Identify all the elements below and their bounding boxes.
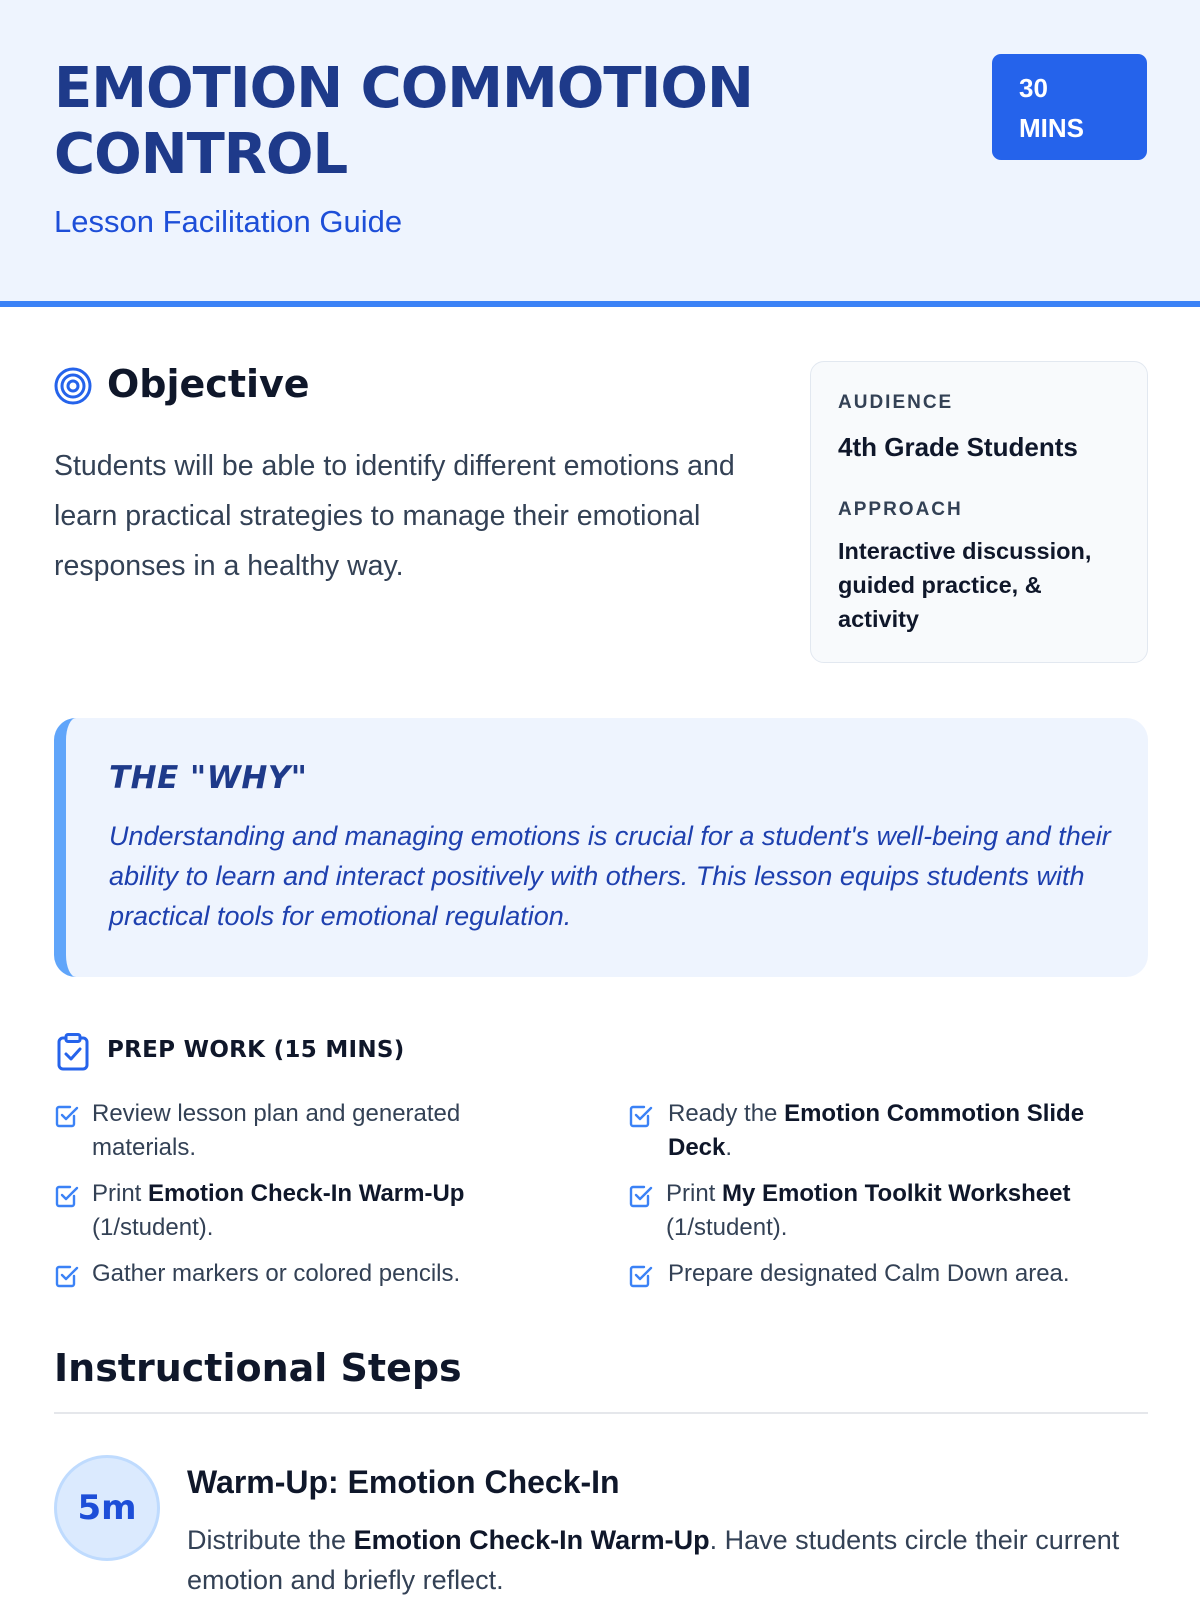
why-title: THE "WHY" [109, 760, 308, 796]
prep-item-text-end: . [725, 1134, 733, 1161]
checkbox-checked-icon [628, 1183, 654, 1209]
checkbox-checked-icon [54, 1183, 80, 1209]
step-desc-bold: Emotion Check-In Warm-Up [353, 1525, 710, 1555]
approach-value: Interactive discussion, guided practice, & activity [838, 538, 1092, 632]
step-description [187, 1520, 1137, 1600]
step-title: Warm-Up: Emotion Check-In [187, 1464, 620, 1500]
objective-text: Students will be able to identify different emotions and learn practical strategies to manage their emotional responses in a healthy way. [54, 450, 735, 582]
objective-heading: Objective [107, 362, 310, 406]
step-desc-post: . Have students circle their current emotion and briefly reflect. [187, 1525, 1120, 1595]
lesson-info-card [810, 361, 1148, 663]
steps-heading: Instructional Steps [54, 1346, 462, 1390]
prep-item-text-end: (1/student). [92, 1214, 214, 1241]
prep-item [92, 1097, 542, 1165]
target-icon [54, 367, 92, 405]
prep-item-text: Prepare designated Calm Down area. [668, 1260, 1070, 1287]
prep-item-text: Review lesson plan and generated materials. [92, 1100, 461, 1161]
approach-label: APPROACH [838, 499, 963, 520]
prep-item [92, 1177, 542, 1245]
why-text: Understanding and managing emotions is crucial for a student's well-being and their ability to learn and interact positively with others. This lesson equips students with practical tools for emotional regulation. [109, 821, 1111, 931]
prep-heading: PREP WORK (15 MINS) [107, 1037, 405, 1063]
why-callout [54, 718, 1148, 977]
prep-item [666, 1177, 1136, 1245]
prep-item-text: Gather markers or colored pencils. [92, 1260, 461, 1287]
checkbox-checked-icon [628, 1103, 654, 1129]
step-time: 5m [77, 1488, 137, 1528]
prep-item-text: Ready the [668, 1100, 785, 1127]
prep-item-emphasis: Emotion Commotion Slide Deck [668, 1100, 1085, 1161]
prep-item [92, 1257, 562, 1291]
prep-item-text: Print [666, 1180, 723, 1207]
header-banner [0, 0, 1200, 307]
audience-label: AUDIENCE [838, 392, 954, 413]
checkbox-checked-icon [54, 1103, 80, 1129]
step-desc-pre: Distribute the [187, 1525, 354, 1555]
prep-item-emphasis: My Emotion Toolkit Worksheet [722, 1180, 1071, 1207]
prep-item [668, 1097, 1128, 1165]
duration-badge-text: 30 MINS [1019, 73, 1084, 143]
prep-item-emphasis: Emotion Check-In Warm-Up [148, 1180, 465, 1207]
page-subtitle: Lesson Facilitation Guide [54, 204, 403, 239]
checkbox-checked-icon [628, 1263, 654, 1289]
duration-badge [992, 54, 1147, 160]
section-divider [54, 1412, 1148, 1414]
checkbox-checked-icon [54, 1263, 80, 1289]
clipboard-check-icon [56, 1033, 90, 1071]
prep-item [668, 1257, 1138, 1291]
page-title: EMOTION COMMOTION CONTROL [54, 56, 753, 187]
audience-value: 4th Grade Students [838, 432, 1078, 462]
step-time-badge [54, 1455, 160, 1561]
prep-item-text-end: (1/student). [666, 1214, 788, 1241]
prep-item-text: Print [92, 1180, 149, 1207]
